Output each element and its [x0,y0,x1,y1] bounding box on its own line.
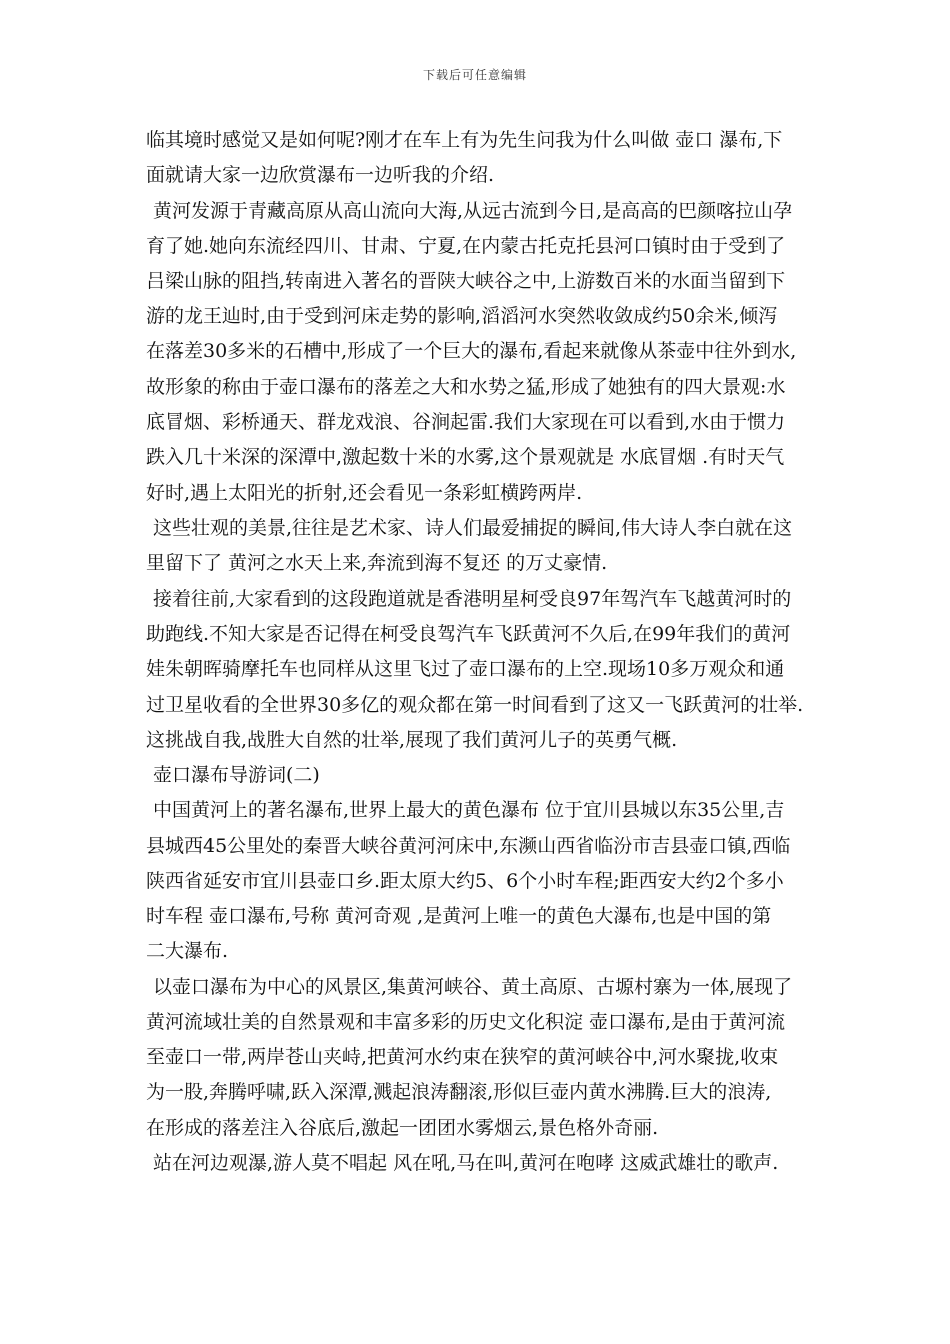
text-line: 黄河流域壮美的自然景观和丰富多彩的历史文化积淀 壶口瀑布,是由于黄河流 [146,1011,786,1033]
text-line: 里留下了 黄河之水天上来,奔流到海不复还 的万丈豪情. [146,552,608,574]
text-line: 二大瀑布. [146,940,229,962]
text-line: 黄河发源于青藏高原从高山流向大海,从远古流到今日,是高高的巴颜喀拉山孕 [153,200,793,222]
text-line: 接着往前,大家看到的这段跑道就是香港明星柯受良97年驾汽车飞越黄河时的 [153,588,792,610]
text-line: 时车程 壶口瀑布,号称 黄河奇观 ,是黄河上唯一的黄色大瀑布,也是中国的第 [146,905,772,927]
text-line: 娃朱朝晖骑摩托车也同样从这里飞过了壶口瀑布的上空.现场10多万观众和通 [146,658,785,680]
text-line: 县城西45公里处的秦晋大峡谷黄河河床中,东濒山西省临汾市吉县壶口镇,西临 [146,835,791,857]
text-line: 助跑线.不知大家是否记得在柯受良驾汽车飞跃黄河不久后,在99年我们的黄河 [146,623,791,645]
section-heading: 壶口瀑布导游词(二) [153,764,320,786]
text-line: 故形象的称由于壶口瀑布的落差之大和水势之猛,形成了她独有的四大景观:水 [146,376,786,398]
text-line: 在形成的落差注入谷底后,激起一团团水雾烟云,景色格外奇丽. [146,1117,659,1139]
text-line: 面就请大家一边欣赏瀑布一边听我的介绍. [146,164,495,186]
text-line: 至壶口一带,两岸苍山夹峙,把黄河水约束在狭窄的黄河峡谷中,河水聚拢,收束 [146,1046,779,1068]
text-line: 临其境时感觉又是如何呢?刚才在车上有为先生问我为什么叫做 壶口 瀑布,下 [146,129,783,151]
text-line: 中国黄河上的著名瀑布,世界上最大的黄色瀑布 位于宜川县城以东35公里,吉 [153,799,785,821]
text-line: 陕西省延安市宜川县壶口乡.距太原大约5、6个小时车程;距西安大约2个多小 [146,870,784,892]
text-line: 过卫星收看的全世界30多亿的观众都在第一时间看到了这又一飞跃黄河的壮举. [146,694,804,716]
text-line: 吕梁山脉的阻挡,转南进入著名的晋陕大峡谷之中,上游数百米的水面当留到下 [146,270,786,292]
page-header-note: 下载后可任意编辑 [422,68,527,82]
text-line: 底冒烟、彩桥通天、群龙戏浪、谷涧起雷.我们大家现在可以看到,水由于惯力 [146,411,786,433]
text-line: 好时,遇上太阳光的折射,还会看见一条彩虹横跨两岸. [146,482,583,504]
text-line: 为一股,奔腾呼啸,跃入深潭,溅起浪涛翻滚,形似巨壶内黄水沸腾.巨大的浪涛, [146,1081,772,1103]
text-line: 在落差30多米的石槽中,形成了一个巨大的瀑布,看起来就像从茶壶中往外到水, [146,340,797,362]
text-line: 游的龙王辿时,由于受到河床走势的影响,滔滔河水突然收敛成约50余米,倾泻 [146,305,778,327]
text-line: 跌入几十米深的深潭中,激起数十米的水雾,这个景观就是 水底冒烟 .有时天气 [146,446,785,468]
text-line: 育了她.她向东流经四川、甘肃、宁夏,在内蒙古托克托县河口镇时由于受到了 [146,235,786,257]
text-line: 这些壮观的美景,往往是艺术家、诗人们最爱捕捉的瞬间,伟大诗人李白就在这 [153,517,793,539]
text-line: 这挑战自我,战胜大自然的壮举,展现了我们黄河儿子的英勇气概. [146,729,678,751]
text-line: 以壶口瀑布为中心的风景区,集黄河峡谷、黄土高原、古塬村寨为一体,展现了 [153,976,793,998]
text-line: 站在河边观瀑,游人莫不唱起 风在吼,马在叫,黄河在咆哮 这威武雄壮的歌声. [153,1152,779,1174]
